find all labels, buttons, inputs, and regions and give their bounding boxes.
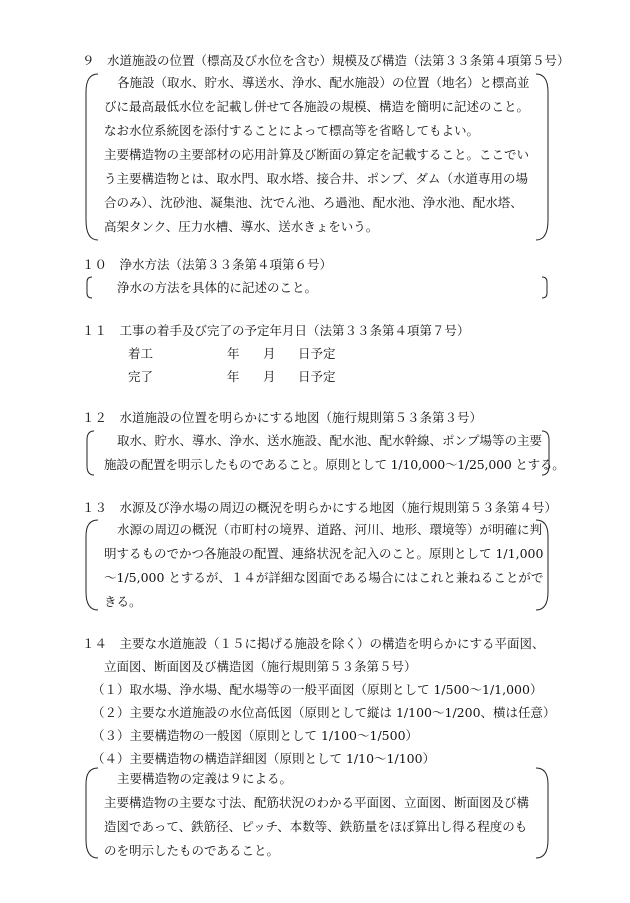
section-14-line-1: 主要構造物の定義は９による。 xyxy=(117,771,293,786)
section-11-heading: １１ 工事の着手及び完了の予定年月日（法第３３条第４項第７号） xyxy=(82,323,470,338)
section-13-heading: １３ 水源及び浄水場の周辺の概況を明らかにする地図（施行規則第５３条第４号） xyxy=(82,500,558,515)
section-13-line-3: ～1/5,000 とするが、１４が詳細な図面である場合にはこれと兼ねることがで xyxy=(104,570,544,585)
section-9-line-4: 主要構造物の主要部材の応用計算及び断面の算定を記載すること。ここでい xyxy=(104,147,530,162)
finish-label: 完了 xyxy=(128,369,154,384)
section-9-line-7: 高架タンク、圧力水槽、導水、送水きょをいう。 xyxy=(104,219,379,234)
section-14-item-4: （４）主要構造物の構造詳細図（原則として 1/10～1/100） xyxy=(92,751,436,766)
finish-month: 月 xyxy=(263,369,276,384)
start-month: 月 xyxy=(263,346,276,361)
start-day: 日予定 xyxy=(298,346,336,361)
finish-day: 日予定 xyxy=(298,369,336,384)
section-9-heading: ９ 水道施設の位置（標高及び水位を含む）規模及び構造（法第３３条第４項第５号） xyxy=(82,53,570,68)
section-14-line-2: 主要構造物の主要な寸法、配筋状況のわかる平面図、立面図、断面図及び構 xyxy=(104,795,530,810)
section-13-line-4: きる。 xyxy=(104,594,142,609)
section-10-heading: １０ 浄水方法（法第３３条第４項第６号） xyxy=(82,257,333,272)
section-12-heading: １２ 水道施設の位置を明らかにする地図（施行規則第５３条第３号） xyxy=(82,410,483,425)
section-14-heading: １４ 主要な水道施設（１５に掲げる施設を除く）の構造を明らかにする平面図、 xyxy=(82,636,545,651)
section-14-item-1: （１）取水場、浄水場、配水場等の一般平面図（原則として 1/500～1/1,000） xyxy=(92,682,543,697)
section-9-line-3: なお水位系統図を添付することによって標高等を省略してもよい。 xyxy=(104,123,480,138)
section-9-line-5: う主要構造物とは、取水門、取水塔、接合井、ポンプ、ダム（水道専用の場 xyxy=(104,171,529,186)
section-13-line-2: 明するものでかつ各施設の配置、連絡状況を記入のこと。原則として 1/1,000 xyxy=(104,546,544,561)
section-14-heading-cont: 立面図、断面図及び構造図（施行規則第５３条第５号） xyxy=(104,659,417,674)
start-year: 年 xyxy=(227,346,240,361)
finish-year: 年 xyxy=(227,369,240,384)
section-9-line-1: 各施設（取水、貯水、導送水、浄水、配水施設）の位置（地名）と標高並 xyxy=(117,75,530,90)
section-9-line-6: 合のみ）、沈砂池、凝集池、沈でん池、ろ過池、配水池、浄水池、配水塔、 xyxy=(104,195,523,210)
section-12-line-2: 施設の配置を明示したものであること。原則として 1/10,000～1/25,000 とする。 xyxy=(104,457,565,472)
section-14-item-3: （３）主要構造物の一般図（原則として 1/100～1/500） xyxy=(92,728,419,743)
section-14-item-2: （２）主要な水道施設の水位高低図（原則として縦は 1/100～1/200、横は任意） xyxy=(92,705,556,720)
section-13-line-1: 水源の周辺の概況（市町村の境界、道路、河川、地形、環境等）が明確に判 xyxy=(117,522,543,537)
section-10-line-1: 浄水の方法を具体的に記述のこと。 xyxy=(117,280,318,295)
section-12-line-1: 取水、貯水、導水、浄水、送水施設、配水池、配水幹線、ポンプ場等の主要 xyxy=(117,433,543,448)
start-label: 着工 xyxy=(128,346,154,361)
section-9-line-2: びに最高最低水位を記載し併せて各施設の規模、構造を簡明に記述のこと。 xyxy=(104,99,530,114)
section-14-line-4: のを明示したものであること。 xyxy=(104,843,280,858)
section-14-line-3: 造図であって、鉄筋径、ピッチ、本数等、鉄筋量をほぼ算出し得る程度のも xyxy=(104,819,528,834)
